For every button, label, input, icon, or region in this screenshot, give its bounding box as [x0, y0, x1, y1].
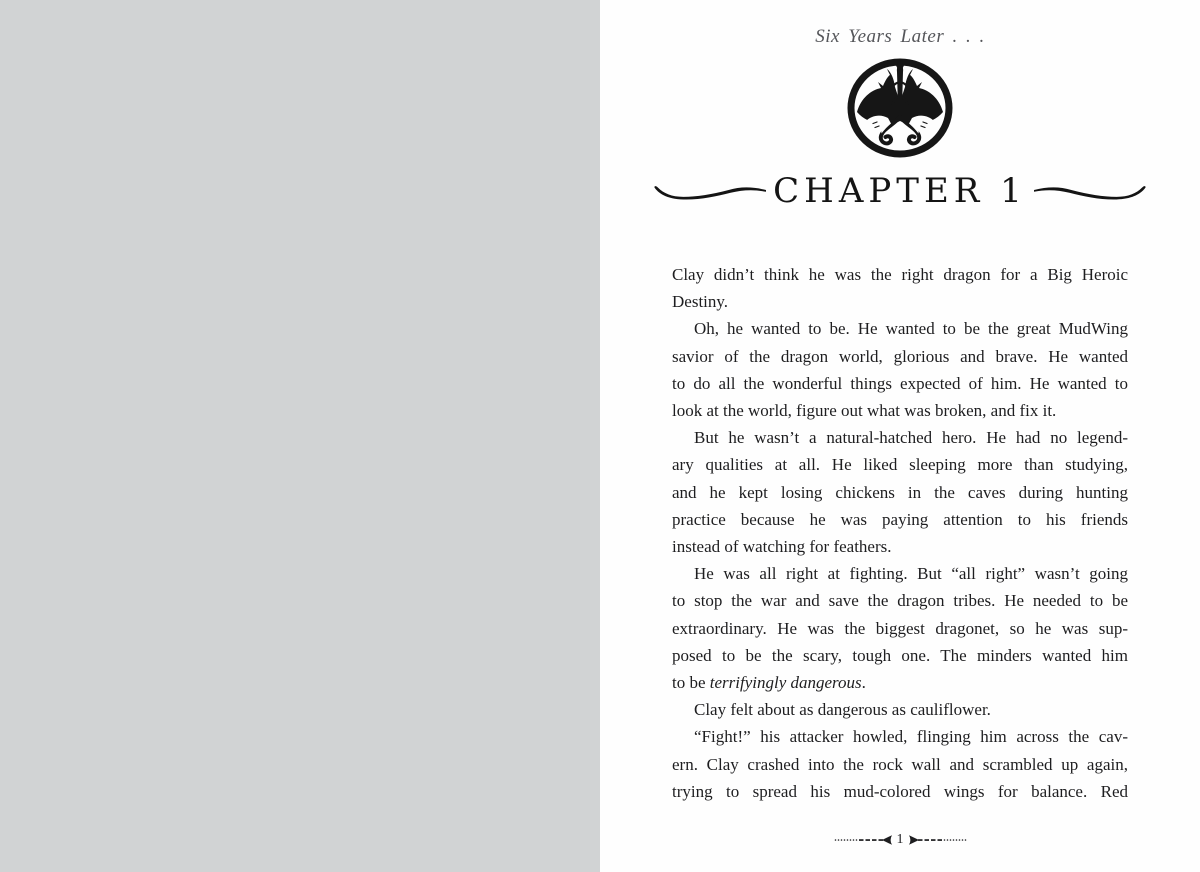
body-text-line: extraordinary. He was the biggest dragonet, so he was sup-: [672, 618, 1128, 638]
body-text-line: He was all right at fighting. But “all right” wasn’t going: [694, 564, 1128, 584]
body-text-line: But he wasn’t a natural-hatched hero. He had no legend-: [694, 428, 1128, 448]
body-text-line: and he kept losing chickens in the caves during hunting: [672, 482, 1128, 502]
page-footer: [600, 834, 1200, 846]
dragon-emblem-icon: [844, 55, 956, 161]
flourish-left-icon: [648, 178, 766, 204]
body-text-line: Destiny.: [672, 292, 729, 312]
flourish-right-icon: [1034, 178, 1152, 204]
folio-ornament-left-icon: [834, 834, 892, 846]
page-number: 1: [896, 832, 904, 847]
body-text-line: ary qualities at all. He liked sleeping more than studying,: [672, 455, 1128, 475]
body-text-line: Clay didn’t think he was the right dragon for a Big Heroic: [672, 265, 1128, 284]
body-text-line: ern. Clay crashed into the rock wall and scrambled up again,: [672, 754, 1128, 774]
chapter-title: CHAPTER 1: [773, 171, 1027, 211]
folio-ornament-right-icon: [909, 834, 967, 846]
body-text: [672, 261, 1128, 805]
body-text-line: to be terrifyingly dangerous.: [672, 673, 866, 693]
body-text-line: Oh, he wanted to be. He wanted to be the great MudWing: [694, 319, 1128, 339]
body-text-line: practice because he was paying attention to his friends: [672, 509, 1128, 529]
body-text-line: Clay felt about as dangerous as cauliflower.: [694, 700, 991, 720]
body-text-line: look at the world, figure out what was broken, and fix it.: [672, 401, 1057, 421]
body-text-line: to stop the war and save the dragon tribes. He needed to be: [672, 591, 1128, 611]
body-text-line: trying to spread his mud-colored wings for balance. Red: [672, 781, 1128, 801]
section-header: Six Years Later . . .: [815, 26, 985, 47]
body-text-line: to do all the wonderful things expected of him. He wanted to: [672, 373, 1128, 393]
body-text-line: posed to be the scary, tough one. The minders wanted him: [672, 645, 1128, 665]
chapter-heading: [600, 168, 1200, 214]
body-text-line: “Fight!” his attacker howled, flinging him across the cav-: [694, 727, 1128, 747]
body-text-line: savior of the dragon world, glorious and brave. He wanted: [672, 346, 1128, 366]
body-text-line: instead of watching for feathers.: [672, 537, 892, 557]
book-page: [600, 0, 1200, 872]
